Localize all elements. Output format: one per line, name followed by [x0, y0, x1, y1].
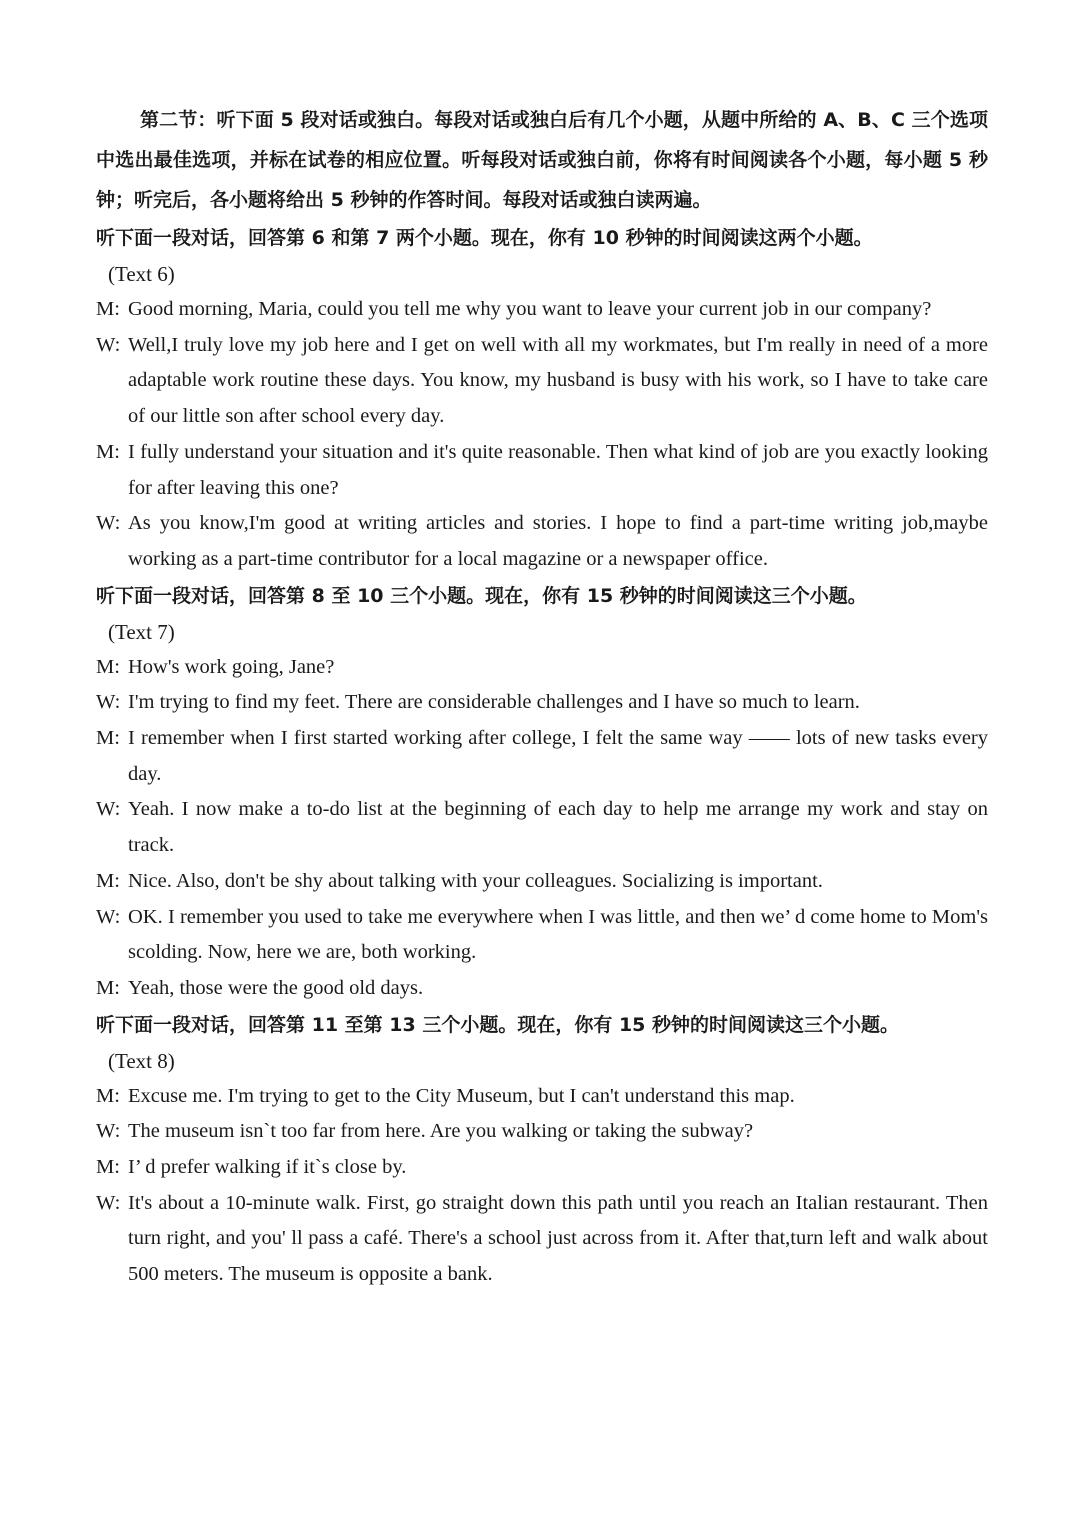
dialogue-line: [96, 1079, 988, 1115]
utterance-text: How's work going, Jane?: [128, 655, 335, 678]
text-instruction: 听下面一段对话，回答第 6 和第 7 两个小题。现在，你有 10 秒钟的时间阅读这两个小题。: [96, 227, 873, 249]
text-instruction: 听下面一段对话，回答第 8 至 10 三个小题。现在，你有 15 秒钟的时间阅读这三个小题。: [96, 584, 867, 607]
speaker-label: W:: [96, 798, 121, 821]
utterance-text: Excuse me. I'm trying to get to the City Museum, but I can't understand this map.: [128, 1084, 795, 1107]
dialogue-line: [96, 685, 988, 721]
dialogue-line: [96, 1114, 988, 1150]
speaker-label: W:: [96, 333, 121, 356]
speaker-label: M:: [96, 440, 120, 463]
speaker-label: M:: [96, 298, 120, 320]
speaker-label: W:: [96, 512, 121, 535]
utterance-text: Good morning, Maria, could you tell me why you want to leave your current job in our company?: [128, 298, 932, 320]
text-block-8: [96, 1007, 988, 1293]
utterance-text: I remember when I first started working after college, I felt the same way —— lots of new tasks every day.: [128, 727, 988, 785]
speaker-label: W:: [96, 691, 121, 714]
utterance-text: Yeah, those were the good old days.: [128, 976, 424, 999]
dialogue-line: [96, 435, 988, 506]
dialogue-line: [96, 506, 988, 577]
utterance-text: As you know,I'm good at writing articles and stories. I hope to find a part-time writing job,maybe working as a part-time contributor for a local magazine or a newspaper office.: [128, 512, 988, 570]
utterance-text: I'm trying to find my feet. There are considerable challenges and I have so much to learn.: [128, 691, 860, 714]
section-intro: 第二节：听下面 5 段对话或独白。每段对话或独白后有几个小题，从题中所给的 A、B、C 三个选项中选出最佳选项，并标在试卷的相应位置。听每段对话或独白前，你将有时间阅读各个小题，每小题 5 秒钟；听完后，各小题将给出 5 秒钟的作答时间。每段对话或独白读两遍。: [96, 109, 988, 211]
speaker-label: M:: [96, 976, 120, 999]
dialogue-line: [96, 792, 988, 863]
text-block-7: [96, 578, 988, 1007]
speaker-label: M:: [96, 727, 120, 750]
speaker-label: M:: [96, 869, 120, 892]
utterance-text: OK. I remember you used to take me everywhere when I was little, and then we’ d come home to Mom's scolding. Now, here we are, both working.: [128, 905, 988, 964]
speaker-label: W:: [96, 1191, 121, 1214]
dialogue-line: [96, 1186, 988, 1293]
utterance-text: The museum isn`t too far from here. Are you walking or taking the subway?: [128, 1120, 754, 1143]
utterance-text: It's about a 10-minute walk. First, go straight down this path until you reach an Italian restaurant. Then turn right, and you' ll pass a café. There's a school just across from it. After that,turn left and walk about 500 meters. The museum is opposite a bank.: [128, 1191, 988, 1286]
speaker-label: W:: [96, 1120, 121, 1143]
utterance-text: Well,I truly love my job here and I get on well with all my workmates, but I'm really in need of a more adaptable work routine these days. You know, my husband is busy with his work, so I have to take care of our little son after school every day.: [128, 333, 988, 428]
dialogue-line: [96, 900, 988, 971]
text-instruction: 听下面一段对话，回答第 11 至第 13 三个小题。现在，你有 15 秒钟的时间阅读这三个小题。: [96, 1013, 900, 1036]
speaker-label: W:: [96, 905, 121, 928]
text-label: (Text 8): [108, 1048, 175, 1073]
dialogue-line: [96, 864, 988, 900]
speaker-label: M:: [96, 655, 120, 678]
utterance-text: I fully understand your situation and it's quite reasonable. Then what kind of job are you exactly looking for after leaving this one?: [128, 440, 988, 499]
text-label: (Text 7): [108, 619, 175, 644]
speaker-label: M:: [96, 1084, 120, 1107]
text-label: (Text 6): [108, 262, 175, 286]
utterance-text: I’ d prefer walking if it`s close by.: [128, 1156, 407, 1179]
dialogue-line: [96, 721, 988, 792]
dialogue-line: [96, 1150, 988, 1186]
dialogue-line: [96, 328, 988, 435]
dialogue-line: [96, 971, 988, 1007]
speaker-label: M:: [96, 1156, 120, 1179]
utterance-text: Nice. Also, don't be shy about talking with your colleagues. Socializing is important.: [128, 869, 823, 892]
utterance-text: Yeah. I now make a to-do list at the beginning of each day to help me arrange my work and stay on track.: [128, 798, 988, 857]
text-block-6: [96, 220, 988, 578]
dialogue-line: [96, 292, 988, 328]
listening-section: [96, 100, 988, 1293]
dialogue-line: [96, 650, 988, 686]
